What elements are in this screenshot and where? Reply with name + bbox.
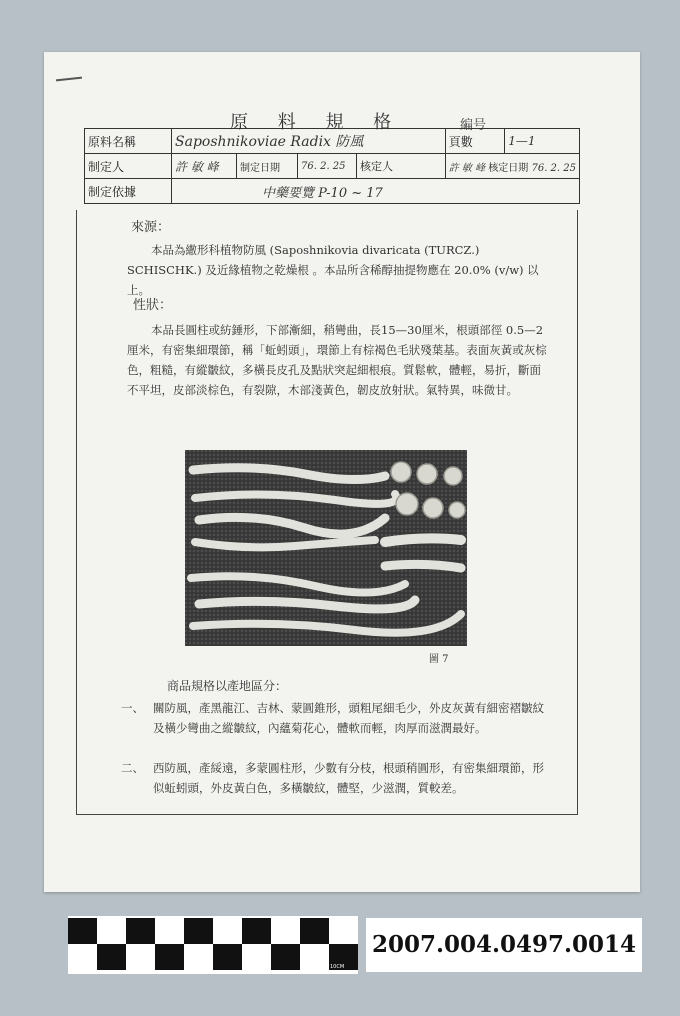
ruler-label-10: 10CM bbox=[330, 964, 345, 970]
spec-item-text: 關防風，產黑龍江、吉林、蒙圓錐形，頭粗尾細毛少，外皮灰黃有細密褶皺紋及橫少彎曲之縱皺紋，內蘊菊花心，體軟而輕，肉厚而滋潤最好。 bbox=[153, 701, 544, 735]
basis-label: 制定依據 bbox=[85, 179, 172, 204]
character-heading: 性狀： bbox=[133, 298, 173, 313]
source-paragraph: 本品為繖形科植物防風 (Saposhnikovia divaricata (TURCZ.) SCHISCHK.) 及近緣植物之乾燥根 。本品所含稀醇抽提物應在 20.0% (v/w) 以上。 bbox=[127, 243, 539, 297]
drafter-label: 制定人 bbox=[85, 154, 172, 179]
spec-item-text: 西防風，產綏遠，多蒙圓柱形，少數有分枝，根頭稍圓形，有密集細環節，形似蚯蚓頭，外皮黃白色，多橫皺紋，體堅，少滋潤，質較差。 bbox=[153, 761, 544, 795]
document-sheet bbox=[44, 52, 640, 892]
spec-title: 商品規格以產地區分： bbox=[167, 679, 288, 693]
root-specimen-photo bbox=[185, 450, 467, 646]
spec-item bbox=[121, 698, 551, 738]
serial-number-label: 編号 bbox=[460, 118, 487, 133]
draft-date-label: 制定日期 bbox=[237, 154, 298, 179]
checker-pattern bbox=[68, 916, 358, 974]
source-heading: 來源： bbox=[131, 220, 171, 235]
ruler-label-5: 5CM bbox=[186, 964, 197, 970]
spec-item bbox=[121, 758, 551, 798]
catalog-number-label: 2007.004.0497.0014 bbox=[366, 918, 642, 972]
character-paragraph: 本品長圓柱或紡錘形，下部漸細，稍彎曲，長15—30厘米，根頭部徑 0.5—2 厘米，有密集細環節，稱「蚯蚓頭」，環節上有棕褐色毛狀殘葉基。表面灰黃或灰棕色，粗糙，有縱皺紋，多橫長皮孔及點狀突起細根痕。質鬆軟，體輕，易折，斷面不平坦，皮部淡棕色，有裂隙，木部淺黃色，韌皮放射狀。氣特異，味微甘。 bbox=[127, 323, 547, 397]
header-table bbox=[84, 128, 580, 204]
spec-item-number: 二、 bbox=[121, 761, 144, 775]
basis-value: 中藥要覽 P-10 ~ 17 bbox=[172, 179, 580, 204]
scale-ruler bbox=[68, 916, 358, 974]
document-body bbox=[76, 210, 578, 815]
check-date-cell bbox=[445, 154, 579, 179]
check-date-label: 核定日期 bbox=[488, 162, 529, 174]
checker-value: 許 敏 峰 bbox=[448, 162, 486, 174]
pencil-mark bbox=[56, 77, 82, 82]
drafter-value: 許 敏 峰 bbox=[172, 154, 237, 179]
spec-item-number: 一、 bbox=[121, 701, 144, 715]
ruler-label-0: 0CM bbox=[70, 964, 81, 970]
material-name-value: Saposhnikoviae Radix 防風 bbox=[172, 129, 446, 154]
checker-label: 核定人 bbox=[357, 154, 446, 179]
draft-date-value: 76. 2. 25 bbox=[298, 154, 357, 179]
document-title: 原 料 規 格 bbox=[230, 112, 404, 133]
check-date-value: 76. 2. 25 bbox=[531, 162, 576, 174]
page-count-value: 1—1 bbox=[505, 129, 580, 154]
page-count-label: 頁數 bbox=[445, 129, 505, 154]
figure-caption: 圖 7 bbox=[429, 654, 449, 665]
material-name-label: 原料名稱 bbox=[85, 129, 172, 154]
